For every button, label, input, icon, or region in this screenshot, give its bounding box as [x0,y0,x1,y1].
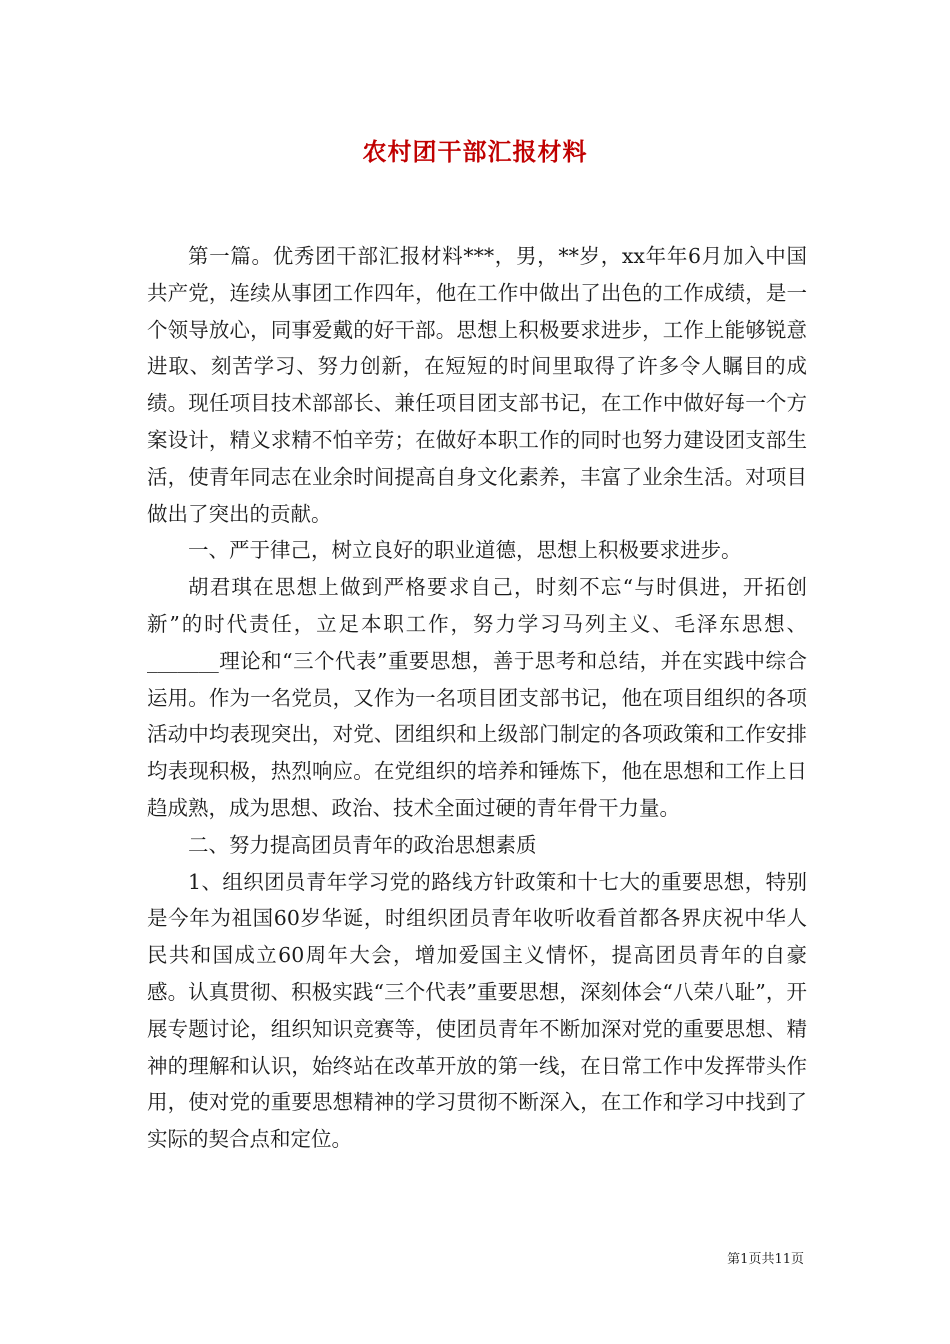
section-heading-2: 二、努力提高团员青年的政治思想素质 [188,832,537,857]
paragraph-section-1: 胡君琪在思想上做到严格要求自己，时刻不忘“与时俱进，开拓创新”的时代责任，立足本职工作，努力学习马列主义、毛泽东思想、_______理论和“三个代表”重要思想，善于思考和总结，并在实践中综合运用。作为一名党员，又作为一名项目团支部书记，他在项目组织的各项活动中均表现突出，对党、团组织和上级部门制定的各项政策和工作安排均表现积极，热烈响应。在党组织的培养和锤炼下，他在思想和工作上日趋成熟，成为思想、政治、技术全面过硬的青年骨干力量。 [147,575,807,820]
section-heading-1: 一、严于律己，树立良好的职业道德，思想上积极要求进步。 [188,538,742,563]
paragraph-intro: 第一篇。优秀团干部汇报材料***，男，**岁，xx年年6月加入中国共产党，连续从事团工作四年，他在工作中做出了出色的工作成绩，是一个领导放心，同事爱戴的好干部。思想上积极要求进步，工作上能够锐意进取、刻苦学习、努力创新，在短短的时间里取得了许多令人瞩目的成绩。现任项目技术部部长、兼任项目团支部书记，在工作中做好每一个方案设计，精义求精不怕辛劳；在做好本职工作的同时也努力建设团支部生活，使青年同志在业余时间提高自身文化素养，丰富了业余生活。对项目做出了突出的贡献。 [147,244,807,526]
page-number-footer: 第1页共11页 [727,1252,804,1267]
paragraph-section-2-item-1: 1、组织团员青年学习党的路线方针政策和十七大的重要思想，特别是今年为祖国60岁华诞，时组织团员青年收听收看首都各界庆祝中华人民共和国成立60周年大会，增加爱国主义情怀，提高团员青年的自豪感。认真贯彻、积极实践“三个代表”重要思想，深刻体会“八荣八耻”，开展专题讨论，组织知识竞赛等，使团员青年不断加深对党的重要思想、精神的理解和认识，始终站在改革开放的第一线，在日常工作中发挥带头作用，使对党的重要思想精神的学习贯彻不断深入，在工作和学习中找到了实际的契合点和定位。 [147,869,807,1152]
document-title: 农村团干部汇报材料 [362,137,588,166]
document-body [147,238,807,1158]
